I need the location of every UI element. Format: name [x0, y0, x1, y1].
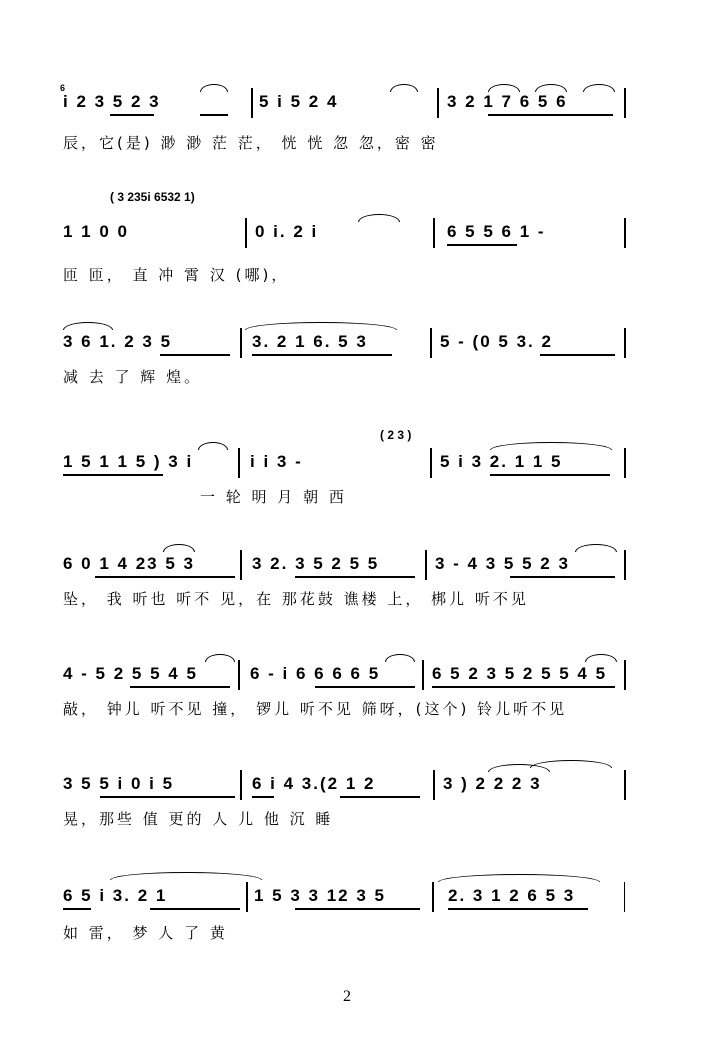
notes-measure: 6 5 i 3. 2 1: [63, 886, 168, 905]
notes-measure: 5 i 3 2. 1 1 5: [440, 452, 563, 471]
underline-mark: [200, 114, 228, 116]
notes-measure: 0 i. 2 i: [255, 222, 319, 241]
underline-mark: [340, 796, 420, 798]
slur-mark: [535, 84, 567, 92]
barline: [251, 88, 253, 118]
notes-measure: 1 5 1 1 5 ) 3 i: [63, 452, 194, 471]
underline-mark: [63, 908, 91, 910]
notes-measure: 6 - i 6 6 6 6 5: [250, 664, 381, 683]
slur-mark: [390, 84, 418, 92]
barline: [433, 218, 435, 248]
notes-measure: 3 2 1 7 6 5 6: [447, 92, 568, 111]
barline: [425, 550, 427, 580]
slur-mark: [110, 872, 262, 880]
notes-measure: 6 5 5 6 1 -: [447, 222, 546, 241]
page-number: 2: [343, 988, 351, 1005]
barline: [238, 448, 240, 478]
notes-measure: 6 i 4 3.(2 1 2: [252, 774, 376, 793]
lyric-line: 如 雷， 梦 人 了 黄: [63, 924, 228, 942]
slur-mark: [438, 874, 600, 882]
slur-mark: [198, 442, 228, 450]
underline-mark: [540, 354, 615, 356]
barline: [437, 88, 439, 118]
bracket-notes: ( 2 3 ): [380, 428, 412, 442]
underline-mark: [150, 908, 240, 910]
slur-mark: [488, 84, 520, 92]
underline-mark: [63, 474, 163, 476]
underline-mark: [510, 576, 615, 578]
barline: [430, 448, 432, 478]
slur-mark: [575, 544, 617, 552]
slur-mark: [205, 654, 235, 662]
notes-measure: 3. 2 1 6. 5 3: [252, 332, 368, 351]
slur-mark: [245, 322, 397, 330]
lyric-line: 辰，它(是) 渺 渺 茫 茫， 恍 恍 忽 忽，密 密: [63, 134, 439, 152]
barline: [624, 88, 626, 118]
notes-measure: 5 - (0 5 3. 2: [440, 332, 553, 351]
slur-mark: [583, 84, 615, 92]
notes-measure: 1 1 0 0: [63, 222, 129, 241]
notes-measure: 3 ) 2 2 2 3: [443, 774, 542, 793]
notes-measure: 1 5 3 3 12 3 5: [254, 886, 386, 905]
slur-mark: [585, 654, 617, 662]
underline-mark: [295, 908, 420, 910]
notes-measure: 5 i 5 2 4: [259, 92, 339, 111]
underline-mark: [488, 114, 613, 116]
underline-mark: [448, 908, 588, 910]
grace-note: 6: [60, 83, 66, 93]
slur-mark: [200, 84, 228, 92]
barline: [624, 328, 626, 358]
lyric-line: 敲， 钟儿 听不见 撞， 锣儿 听不见 筛呀，(这个) 铃儿听不见: [63, 700, 568, 718]
barline: [624, 448, 626, 478]
barline: [432, 882, 434, 912]
notes-measure: 6 0 1 4 23 5 3: [63, 554, 195, 573]
barline: [240, 770, 242, 800]
barline: [624, 218, 626, 248]
underline-mark: [490, 474, 610, 476]
slur-mark: [385, 654, 415, 662]
lyric-line: 匝 匝， 直 冲 霄 汉 (哪)，: [63, 266, 290, 284]
lyric-line: 一 轮 明 月 朝 西: [200, 488, 347, 506]
barline: [240, 550, 242, 580]
notes-measure: 3 2. 3 5 2 5 5: [252, 554, 380, 573]
slur-mark: [358, 214, 400, 222]
slur-mark: [163, 544, 195, 552]
barline: [246, 882, 248, 912]
barline: [624, 550, 626, 580]
barline: [245, 218, 247, 248]
underline-mark: [295, 576, 415, 578]
notes-measure: 6 5 2 3 5 2 5 5 4 5: [432, 664, 608, 683]
barline: [240, 328, 242, 358]
notes-measure: i i 3 -: [250, 452, 303, 471]
underline-mark: [432, 686, 615, 688]
lyric-line: 减 去 了 辉 煌。: [63, 368, 203, 386]
notes-measure: i 2 3 5 2 3: [63, 92, 161, 111]
bracket-notes: ( 3 235i 6532 1): [110, 190, 195, 204]
barline: [624, 882, 625, 912]
underline-mark: [110, 114, 154, 116]
underline-mark: [447, 244, 517, 246]
barline: [624, 660, 626, 690]
underline-mark: [100, 796, 235, 798]
slur-mark: [530, 760, 612, 768]
barline: [238, 660, 240, 690]
barline: [422, 660, 424, 690]
notes-measure: 3 6 1. 2 3 5: [63, 332, 173, 351]
underline-mark: [315, 686, 415, 688]
lyric-line: 晃，那些 值 更的 人 儿 他 沉 睡: [63, 810, 334, 828]
underline-mark: [130, 686, 230, 688]
notes-measure: 3 - 4 3 5 5 2 3: [435, 554, 570, 573]
barline: [624, 770, 626, 800]
underline-mark: [160, 354, 230, 356]
slur-mark: [63, 322, 113, 330]
barline: [433, 770, 435, 800]
barline: [430, 328, 432, 358]
slur-mark: [490, 442, 612, 450]
notes-measure: 4 - 5 2 5 5 4 5: [63, 664, 198, 683]
underline-mark: [252, 354, 392, 356]
underline-mark: [252, 796, 274, 798]
underline-mark: [95, 576, 235, 578]
lyric-line: 坠， 我 听也 听不 见，在 那花鼓 谯楼 上， 梆儿 听不见: [63, 590, 529, 608]
notes-measure: 2. 3 1 2 6 5 3: [448, 886, 576, 905]
notes-measure: 3 5 5 i 0 i 5: [63, 774, 175, 793]
